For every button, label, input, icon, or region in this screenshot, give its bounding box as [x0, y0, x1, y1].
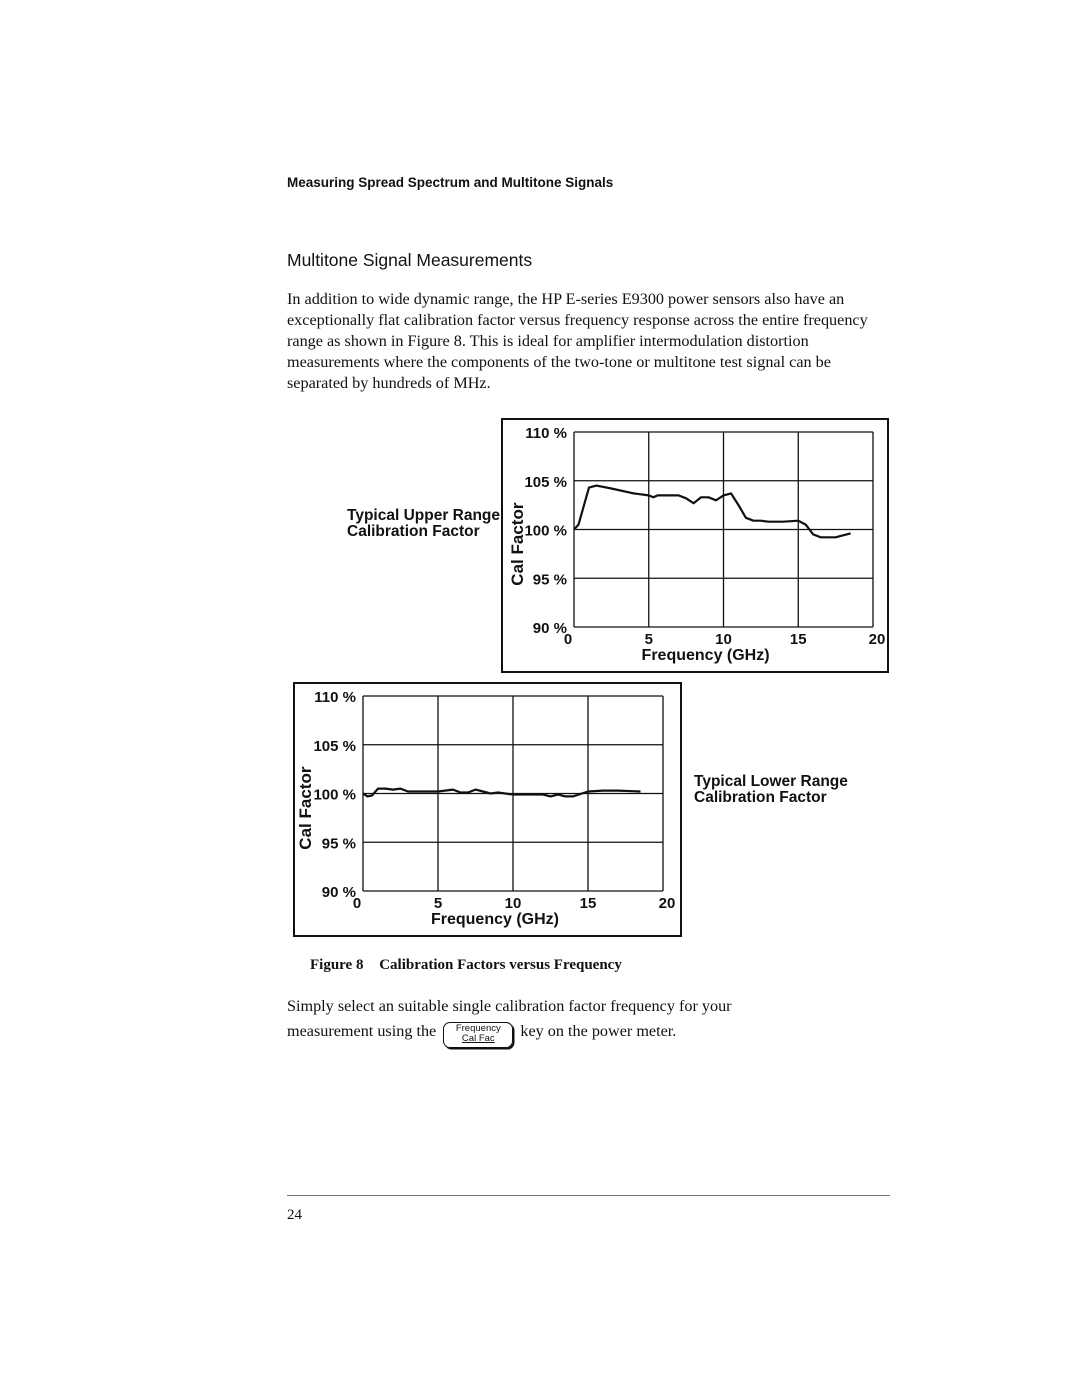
x-tick-label: 10: [715, 631, 732, 648]
y-tick-label: 100 %: [524, 522, 567, 540]
closing-paragraph: [287, 996, 897, 1043]
y-tick-label: 100 %: [313, 786, 356, 804]
x-tick-label: 0: [352, 895, 362, 912]
x-tick-label: 5: [433, 895, 443, 912]
closing-after-key: key on the power meter.: [520, 1022, 677, 1040]
x-tick-label: 0: [563, 631, 573, 648]
figure-caption-text: Calibration Factors versus Frequency: [379, 957, 622, 973]
y-tick-label: 105 %: [524, 473, 567, 491]
lower-chart-label-line2: Calibration Factor: [694, 789, 827, 806]
x-axis-label: Frequency (GHz): [430, 911, 560, 928]
y-tick-label: 110 %: [525, 425, 567, 442]
upper-chart-label: [347, 508, 500, 540]
lower-range-chart-svg: [295, 684, 680, 935]
section-title: Multitone Signal Measurements: [287, 250, 533, 270]
upper-chart-label-line2: Calibration Factor: [347, 523, 480, 540]
y-tick-label: 90 %: [321, 884, 356, 901]
x-tick-label: 15: [789, 631, 807, 648]
y-tick-label: 95 %: [321, 835, 356, 853]
key-bottom-label: Cal Fac: [461, 1033, 495, 1044]
figure-number: Figure 8: [310, 957, 364, 973]
y-tick-label: 90 %: [532, 620, 567, 637]
y-tick-label: 105 %: [313, 737, 356, 755]
x-tick-label: 5: [644, 631, 653, 648]
lower-chart-label: [694, 774, 848, 806]
running-header: Measuring Spread Spectrum and Multitone Signals: [287, 175, 614, 190]
frequency-cal-fac-key-icon: [443, 1022, 513, 1048]
y-axis-label: Cal Factor: [296, 766, 315, 850]
cal-factor-curve: [363, 789, 641, 797]
y-tick-label: 110 %: [314, 689, 356, 706]
y-tick-label: 95 %: [532, 571, 567, 589]
y-axis-label: Cal Factor: [508, 502, 527, 586]
lower-chart-label-line1: Typical Lower Range: [694, 773, 848, 790]
x-tick-label: 10: [504, 895, 522, 912]
figure-caption: [310, 957, 622, 974]
upper-range-chart: [501, 418, 889, 673]
closing-line1: Simply select an suitable single calibration factor frequency for your: [287, 997, 732, 1015]
footer-divider: [287, 1195, 890, 1196]
lower-range-chart: [293, 682, 682, 937]
upper-range-chart-svg: [503, 420, 887, 671]
x-axis-label: Frequency (GHz): [641, 647, 770, 664]
x-tick-label: 15: [579, 895, 597, 912]
x-tick-label: 20: [868, 631, 886, 648]
closing-before-key: measurement using the: [287, 1022, 437, 1040]
intro-paragraph: In addition to wide dynamic range, the HP E-series E9300 power sensors also have an exceptionally flat calibration factor versus frequency response across the entire frequency range as shown in Figure 8. This is ideal for amplifier intermodulation distortion measurements where the components of the two-tone or multitone test signal can be separated by hundreds of MHz.: [287, 290, 868, 392]
upper-chart-label-line1: Typical Upper Range: [347, 507, 501, 524]
page-number: 24: [287, 1207, 302, 1223]
key-top-label: Frequency: [455, 1023, 501, 1034]
x-tick-label: 20: [658, 895, 676, 912]
